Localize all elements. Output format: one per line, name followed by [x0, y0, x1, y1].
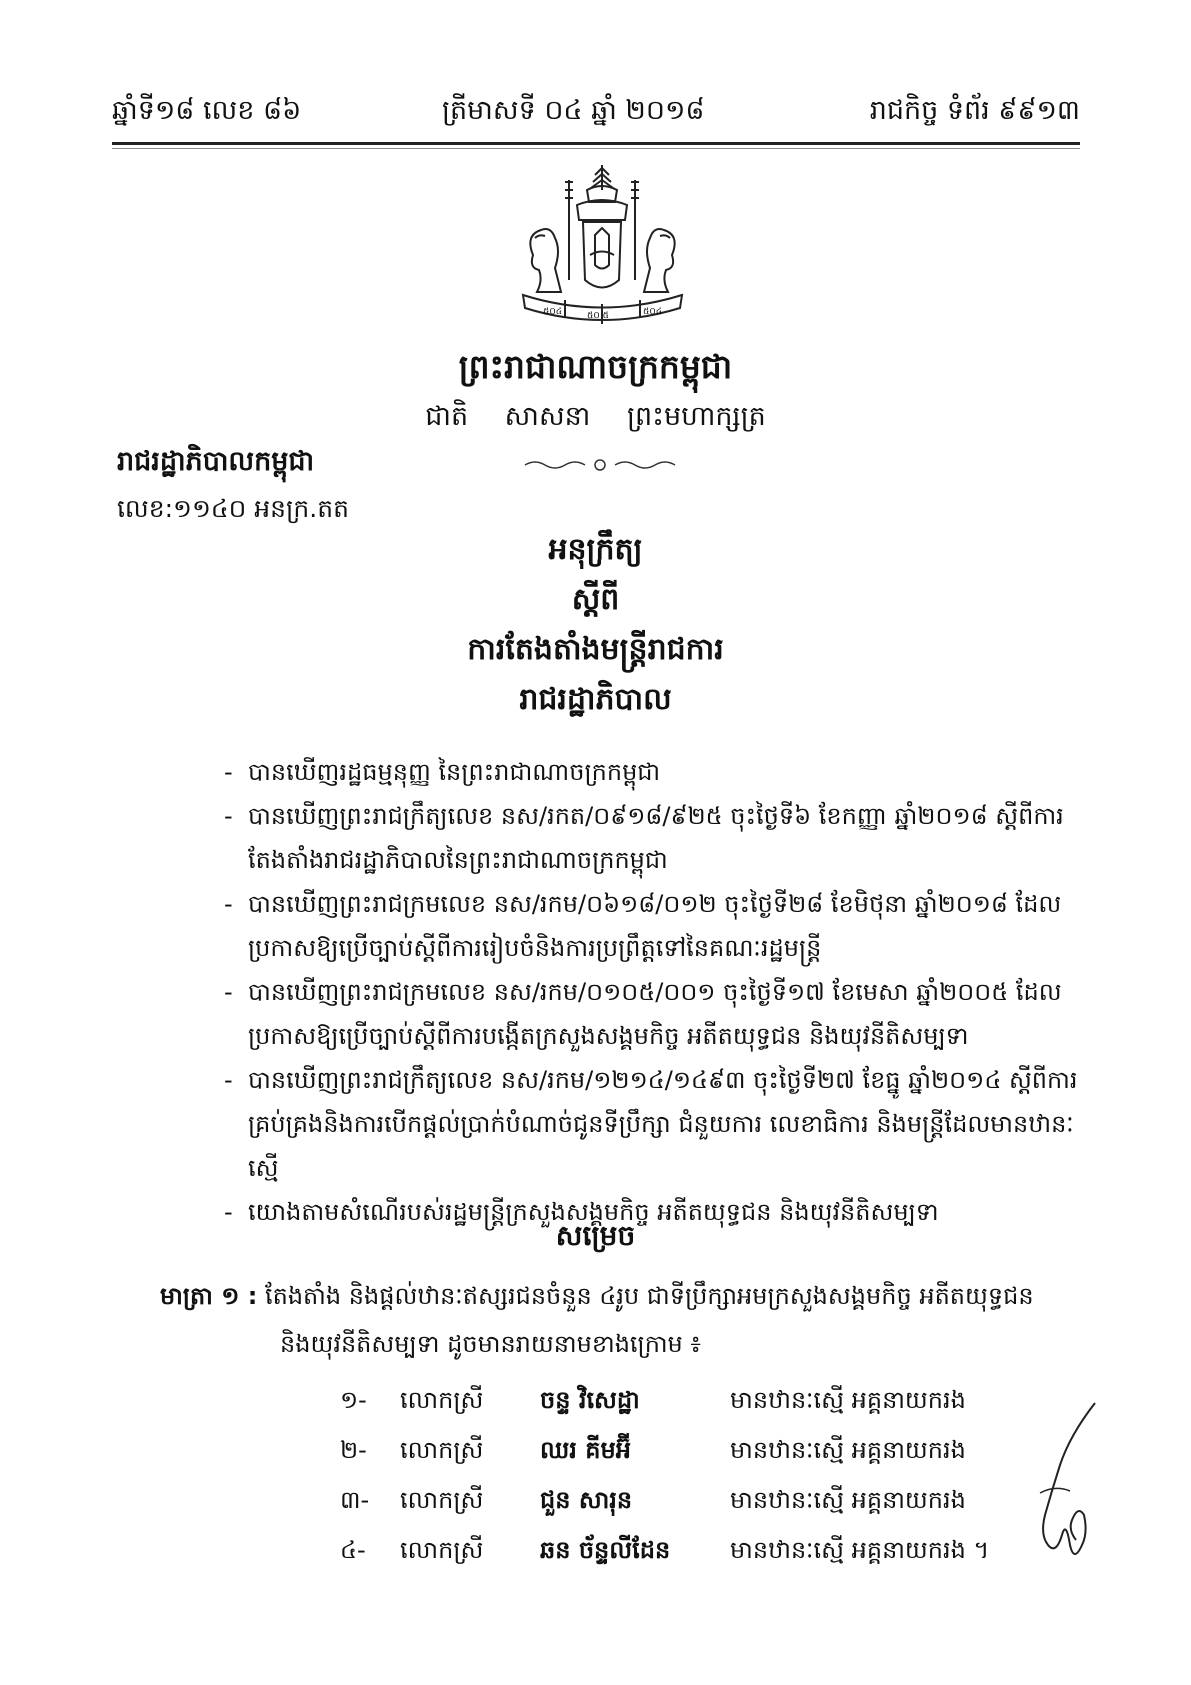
scroll-text-left: ៥០៤: [543, 307, 563, 317]
article-text-continued: និងយុវនីតិសម្បទា ដូចមានរាយនាមខាងក្រោម ៖: [280, 1330, 701, 1358]
article-label: មាត្រា ១ :: [160, 1282, 258, 1310]
scroll-text-center: ៥០ ៥: [587, 311, 609, 321]
volume-issue: ឆ្នាំទី១៨ លេខ ៨៦: [112, 95, 302, 126]
decision-heading: សម្រេច: [555, 1219, 636, 1252]
gazette-date: ត្រីមាសទី ០៤ ឆ្នាំ ២០១៨: [442, 95, 705, 126]
header-rule-thin: [112, 148, 1080, 149]
national-motto: ជាតិ សាសនា ព្រះមហាក្សត្រ: [425, 401, 766, 432]
appointee-row: ២- លោកស្រី ឈរ គីមអ៊ី មានឋានៈស្មើ អគ្គនាយករង: [340, 1436, 966, 1464]
appointee-row: ៤- លោកស្រី ឆន ច័ន្ទលីដែន មានឋានៈស្មើ អគ្គនាយករង ។: [340, 1536, 990, 1564]
recital-item: - បានឃើញព្រះរាជក្រមលេខ នស/រកម/០៦១៨/០១២ ចុះថ្ងៃទី២៨ ខែមិថុនា ឆ្នាំ២០១៨ ដែលប្រកាសឱ្យប្រើច្បាប់ស្តីពីការរៀបចំនិងការប្រព្រឹត្តទៅនៃគណៈរដ្ឋមន្ត្រី: [224, 890, 1062, 962]
appointee-list: [340, 1385, 990, 1585]
document-type: អនុក្រឹត្យ: [548, 532, 643, 567]
gazette-page-number: រាជកិច្ច ទំព័រ ៩៩១៣: [869, 95, 1080, 126]
issuing-authority: រាជរដ្ឋាភិបាលកម្ពុជា: [117, 446, 315, 477]
recital-item: - យោងតាមសំណើរបស់រដ្ឋមន្ត្រីក្រសួងសង្គមកិច្ច អតីតយុទ្ធជន និងយុវនីតិសម្បទា: [224, 1198, 939, 1226]
recital-item: - បានឃើញព្រះរាជក្រឹត្យលេខ នស/រកត/០៩១៨/៩២៥ ចុះថ្ងៃទី៦ ខែកញ្ញា ឆ្នាំ២០១៨ ស្តីពីការតែងតាំងរាជរដ្ឋាភិបាលនៃព្រះរាជាណាចក្រកម្ពុជា: [224, 802, 1064, 874]
handwritten-signature: [1000, 1395, 1110, 1565]
appointee-row: ១- លោកស្រី ចន្ទ វិសេដ្ឋា មានឋានៈស្មើ អគ្គនាយករង: [340, 1386, 966, 1414]
recital-item: - បានឃើញព្រះរាជក្រមលេខ នស/រកម/០១០៥/០០១ ចុះថ្ងៃទី១៧ ខែមេសា ឆ្នាំ២០០៥ ដែលប្រកាសឱ្យប្រើច្បាប់ស្តីពីការបង្កើតក្រសួងសង្គមកិច្ច អតីតយុទ្ធជន និងយុវនីតិសម្បទា: [224, 978, 1062, 1050]
document-subject: ការតែងតាំងមន្ត្រីរាជការ: [467, 632, 724, 667]
gazette-header: [112, 94, 1080, 138]
recitals-list: [224, 750, 1104, 1234]
kingdom-name: ព្រះរាជាណាចក្រកម្ពុជា: [458, 347, 733, 386]
decree-number: លេខ:១១៤០ អនក្រ.តត: [117, 494, 349, 523]
issuing-government: រាជរដ្ឋាភិបាល: [519, 682, 672, 717]
ornament-divider-icon: [520, 455, 680, 475]
article-text: តែងតាំង និងផ្តល់ឋានៈឥស្សរជនចំនួន ៤រូប ជាទីប្រឹក្សាអមក្រសួងសង្គមកិច្ច អតីតយុទ្ធជន: [264, 1282, 1034, 1310]
appointee-row: ៣- លោកស្រី ជួន សារុន មានឋានៈស្មើ អគ្គនាយករង: [340, 1486, 966, 1514]
article-1: [160, 1272, 1080, 1368]
recital-item: - បានឃើញរដ្ឋធម្មនុញ្ញ នៃព្រះរាជាណាចក្រកម្ពុជា: [224, 758, 661, 786]
royal-emblem-icon: [515, 160, 690, 340]
header-rule: [112, 142, 1080, 145]
scroll-text-right: ៥០៤: [643, 307, 663, 317]
title-about: ស្តីពី: [571, 582, 620, 617]
recital-item: - បានឃើញព្រះរាជក្រឹត្យលេខ នស/រកម/១២១៤/១៤៩៣ ចុះថ្ងៃទី២៧ ខែធ្នូ ឆ្នាំ២០១៤ ស្តីពីការគ្រប់គ្រងនិងការបើកផ្តល់ប្រាក់បំណាច់ជូនទីប្រឹក្សា ជំនួយការ លេខាធិការ និងមន្ត្រីដែលមានឋានៈស្មើ: [224, 1066, 1078, 1182]
